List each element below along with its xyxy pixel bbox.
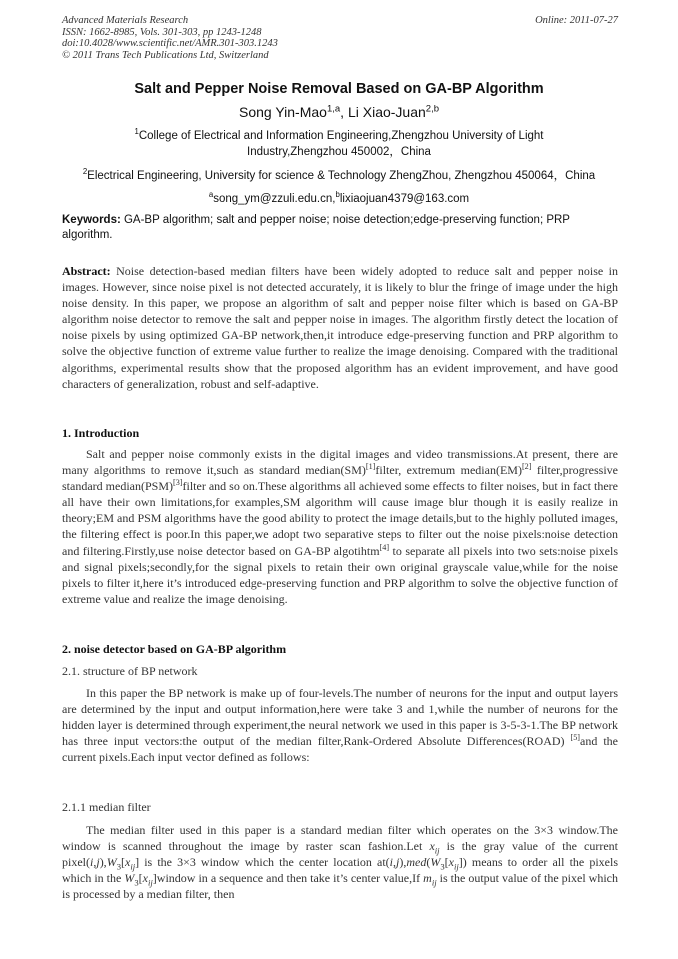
math-i: i (389, 855, 394, 870)
math-bracket: [ (444, 855, 449, 870)
math-bracket: ] (135, 855, 140, 870)
email-a-marker: a (208, 190, 214, 200)
bp-text-1: In this paper the BP network is make up of four-levels.The number of neurons for the input and output layers are determined by the input and output information,here were take 3 and 1,while the number of neurons for the hidden layer is determined through experiment,the neural network we used in this paper is 3-5-3-1.The BP network has three input vectors:the output of the median filter,Rank-Ordered Absolute Differences(ROAD) (62, 686, 618, 749)
affiliation-2-text: Electrical Engineering, University for science & Technology ZhengZhou, Zhengzhou 450064，China (87, 170, 596, 182)
mf-text: is the 3×3 window which the center location at( (139, 855, 390, 870)
citation-5: [5] (570, 733, 581, 743)
keywords-label: Keywords: (62, 214, 121, 226)
intro-text-1: Salt and pepper noise commonly exists in the digital images and video transmissions.At present, there are many algorithms to remove it,such as standard median(SM) (62, 447, 618, 478)
math-sub-3: 3 (440, 861, 445, 872)
math-x: x (429, 839, 435, 854)
math-sub-ij: ij (148, 877, 153, 888)
section-1-paragraph (62, 446, 618, 607)
intro-text-5: to separate all pixels into two sets:noise pixels and signal pixels;secondly,for the signal pixels to retain their own original grayscale value,while for the noise pixels to filter it,here it’s introduced edge-preserving function and PRP algorithm to solve the objective function of extreme value and realize the image denoising. (62, 543, 618, 606)
author-1: Song Yin-Mao (238, 104, 327, 120)
math-comma: , (93, 855, 97, 870)
affiliation-2-marker: 2 (82, 167, 88, 177)
keywords (62, 213, 618, 243)
math-bracket: [ (138, 871, 143, 886)
mf-text: is the output value of the pixel which is processed by a median filter, then (62, 871, 619, 902)
intro-text-2: filter, extremum median(EM) (375, 463, 522, 478)
affiliation-1-marker: 1 (134, 127, 139, 137)
email-line (40, 191, 638, 207)
intro-text-4: filter and so on.These algorithms all achieved some effects to filter noises, but in fact there all have their own limitations,for examples,SM algorithm will cause image blur though it is easily realize in theory;EM and PSM algorithms have the good ability to protect the image details,but to the highly polluted images, the filtering effect is poor.In this paper,we adopt two separative steps to filter out the noise pixels:noise detection and filtering.Firstly,use noise detector based on GA-BP algotihtm (62, 479, 618, 558)
email-b: lixiaojuan4379@163.com (339, 193, 470, 205)
journal-name: Advanced Materials Research (62, 15, 189, 26)
math-sub-ij: ij (431, 877, 437, 888)
copyright-line: © 2011 Trans Tech Publications Ltd, Switzerland (62, 49, 269, 61)
affiliation-1 (40, 128, 638, 160)
mf-text: is the gray value of the current pixel( (62, 839, 618, 870)
citation-3: [3] (173, 478, 183, 488)
intro-text-3: filter,progressive standard median(PSM) (62, 463, 618, 494)
median-filter-paragraph (62, 822, 618, 902)
math-W: W (124, 871, 135, 886)
math-sub-ij: ij (130, 861, 136, 872)
section-2-1-paragraph (62, 685, 618, 765)
affiliation-1-line2: Industry,Zhengzhou 450002，China (247, 146, 431, 158)
math-j: j (96, 855, 100, 870)
section-1-heading: 1. Introduction (62, 426, 140, 440)
math-med: med (406, 855, 427, 870)
math-sub-ij: ij (454, 861, 459, 872)
math-paren: ) (462, 855, 467, 870)
affiliation-2 (40, 168, 638, 184)
journal-header (62, 15, 618, 61)
math-m: m (423, 871, 432, 886)
math-sub-ij: ij (434, 845, 440, 856)
online-date: Online: 2011-07-27 (535, 15, 618, 26)
subsection-2-1-heading: 2.1. structure of BP network (62, 664, 198, 678)
mf-text: window in a sequence and then take it’s center value,If (156, 871, 424, 886)
subsection-2-1-1-heading: 2.1.1 median filter (62, 800, 151, 814)
paper-title: Salt and Pepper Noise Removal Based on GA-BP Algorithm (134, 81, 544, 97)
mf-text: The median filter used in this paper is a standard median filter which operates on the 3×3 window.The window is scanned throughout the image by raster scan fashion.Let (62, 823, 618, 854)
math-i: i (90, 855, 94, 870)
doi-line: doi:10.4028/www.scientific.net/AMR.301-303.1243 (62, 38, 278, 49)
math-x: x (125, 855, 131, 870)
author-2-marker: 2,b (425, 103, 440, 115)
keywords-text: GA-BP algorithm; salt and pepper noise; noise detection;edge-preserving function; PRP algorithm. (62, 214, 570, 241)
abstract-label: Abstract: (62, 264, 111, 278)
bp-text-2: and the current pixels.Each input vector defined as follows: (62, 734, 618, 765)
math-comma: , (393, 855, 397, 870)
math-x: x (448, 855, 454, 870)
email-b-marker: b (335, 190, 340, 200)
math-bracket: [ (121, 855, 125, 870)
citation-1: [1] (365, 462, 376, 472)
math-W: W (430, 855, 441, 870)
math-sub-3: 3 (116, 861, 121, 872)
math-bracket: ] (458, 855, 463, 870)
mf-text: means to order all the pixels which in the (62, 855, 618, 886)
mf-text: ), (399, 855, 407, 870)
author-1-marker: 1,a (326, 103, 341, 115)
email-a: song_ym@zzuli.edu.cn, (213, 193, 336, 205)
math-bracket: ] (152, 871, 157, 886)
math-paren: ( (426, 855, 431, 870)
author-2: Li Xiao-Juan (347, 104, 426, 120)
issn-line: ISSN: 1662-8985, Vols. 301-303, pp 1243-1248 (62, 26, 262, 38)
math-j: j (396, 855, 400, 870)
author-line (30, 104, 648, 120)
section-2-heading: 2. noise detector based on GA-BP algorithm (62, 642, 287, 656)
abstract (62, 263, 618, 392)
citation-2: [2] (521, 462, 532, 472)
math-W: W (106, 855, 117, 870)
citation-4: [4] (379, 542, 390, 552)
abstract-text: Noise detection-based median filters have been widely adopted to reduce salt and pepper noise in images. However, since noise pixel is not detected accurately, it is likely to blur the fringe of image under the high noise density. In this paper, we propose an algorithm of salt and pepper noise filter which is based on GA-BP algorithm noise detector to remove the salt and pepper noise in images. The algorithm firstly detect the location of noise pixels by using optimized GA-BP network,then,it introduce edge-preserving function and PRP algorithm to solve the objective function of extreme value further to realize the image denoising. Compared with the traditional algorithms, experimental results show that the proposed algorithm has an evident improvement, and have good characters of generalization, robust and self-adaptive. (62, 264, 618, 391)
math-sub-3: 3 (134, 877, 139, 888)
affiliation-1-line1: College of Electrical and Information Engineering,Zhengzhou University of Light (138, 130, 544, 142)
math-x: x (142, 871, 148, 886)
author-separator: , (340, 104, 348, 120)
mf-text: ), (99, 855, 107, 870)
